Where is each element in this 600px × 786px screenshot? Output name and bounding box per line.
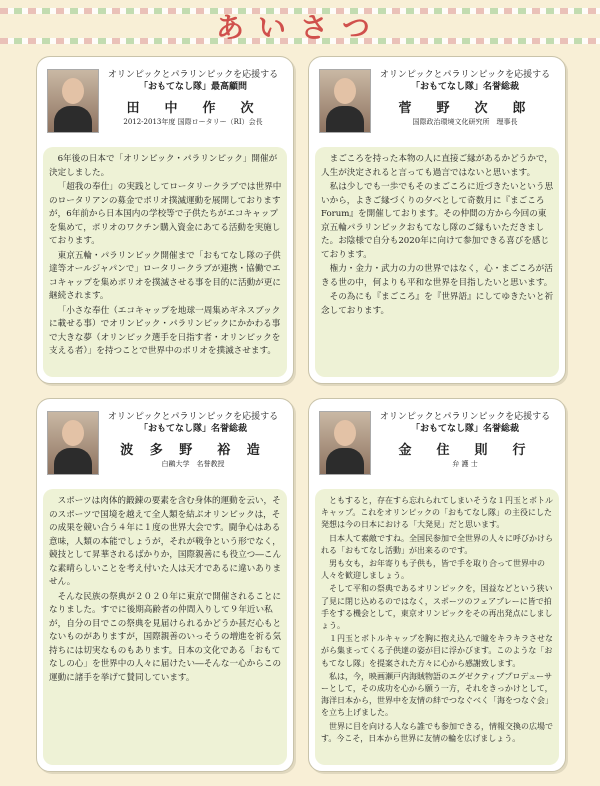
card-header xyxy=(47,407,283,485)
paragraph: 私は少しでも一歩でもそのまごころに近づきたいという思いから，よきご縁づくりの夕べとして奇数月に『まごころForum』を開催しております。その仲間の方から今回の東京五輪パラリンピックおもてなし隊のご縁もいただきました。お陰様で自分も2020年に向けて参加できる喜びを感じております。 xyxy=(321,182,554,260)
org-label: オリンピックとパラリンピックを応援する xyxy=(107,70,279,80)
paragraph: 世界に目を向ける人なら誰でも参加できる，情報交換の広場です。今こそ，日本から世界に友情の輪を広げましょう。 xyxy=(321,721,553,743)
person-title: 国際政治環境文化研究所 理事長 xyxy=(412,118,518,126)
org-label: オリンピックとパラリンピックを応援する xyxy=(379,70,551,80)
team-title: 「おもてなし隊」名誉総裁 xyxy=(410,424,519,434)
portrait-photo xyxy=(47,69,99,133)
person-title: 弁 護 士 xyxy=(452,460,478,468)
card-header xyxy=(47,65,283,143)
paragraph: そして平和の祭典であるオリンピックを，国益などという狭い了見に閉じ込めるのではなく，スポーツのフェアプレーに皆で拍手をする機会として，東京オリンピックをその再出発点にしましょう。 xyxy=(321,584,553,631)
person-name: 菅 野 次 郎 xyxy=(398,101,532,116)
portrait-photo xyxy=(47,411,99,475)
paragraph: 日本人て素敵ですね。全国民参加で全世界の人々に呼びかけられる「おもてなし活動」が出来るのです。 xyxy=(321,533,553,555)
paragraph: 「超我の奉仕」の実践としてロータリークラブでは世界中のロータリアンの募金でポリオ撲滅運動を展開しておりますが，6年前から日本国内の学校等で子供たちがエコキャップを集めて，ポリオのワクチン購入資金にあてる活動を実施しております。 xyxy=(49,182,282,246)
paragraph: 6年後の日本で「オリンピック・パラリンピック」開催が決定しました。 xyxy=(49,154,278,178)
greeting-text xyxy=(321,495,555,746)
person-name: 波 多 野 裕 造 xyxy=(120,443,266,458)
org-label: オリンピックとパラリンピックを応援する xyxy=(379,412,551,422)
paragraph: 男も女も，お年寄りも子供も，皆で手を取り合って世界中の人々を歓迎しましょう。 xyxy=(321,559,545,581)
team-title: 「おもてなし隊」最高顧問 xyxy=(138,82,247,92)
paragraph: ともすると，存在すら忘れられてしまいそうな１円玉とボトルキャップ。これをオリンピックの「おもてなし隊」の主役にした発想は今の日本における「大発見」だと思います。 xyxy=(321,496,553,530)
person-title: 白鷗大学 名誉教授 xyxy=(161,460,225,468)
page-title: あいさつ xyxy=(215,11,384,44)
paragraph: 権力・金力・武力の力の世界ではなく，心・まごころが活きる世の中，何よりも平和な世界を目指したいと思います。 xyxy=(321,264,553,288)
person-name: 金 住 則 行 xyxy=(398,443,532,458)
paragraph: 東京五輪・パラリンピック開催まで「おもてなし隊の子供達等オールジャパンで」ロータリークラブが連携・協働でエコキャップを集めポリオを撲滅させる事を目的に活動が更に継続されます。 xyxy=(49,250,281,301)
portrait-photo xyxy=(319,411,371,475)
paragraph: その為にも『まごころ』を『世界語』にしてゆきたいと祈念しております。 xyxy=(321,292,554,316)
paragraph: 「小さな奉仕（エコキャップを地球一周集めギネスブックに載せる事）でオリンピック・パラリンピックにかかわる事で大きな夢（オリンピック選手を日指す者・オリンピックを支える者）」を持つことで世界中のポリオを撲滅させます。 xyxy=(49,305,281,356)
greeting-text xyxy=(321,153,555,319)
portrait-photo xyxy=(319,69,371,133)
card-header xyxy=(319,407,555,485)
greeting-card-kanazumi xyxy=(308,398,566,772)
paragraph: １円玉とボトルキャップを胸に抱え込んで瞳をキラキラさせながら集まってくる子供達の姿が目に浮かびます。このような「おもてなし隊」を提案された方々に心から感謝致します。 xyxy=(321,634,553,668)
paragraph: 私は，今，映画瀬戸内海賊物語のエグゼクティブプロデューサーとして，その成功を心から願う一方，それをきっかけとして，海洋日本から，世界中を友情の絆でつなぐべく「海をつなぐ会」を立ち上げました。 xyxy=(321,671,553,718)
paragraph: そんな民族の祭典が２０２０年に東京で開催されることになりました。すでに後期高齢者の仲間入りして９年近い私が，自分の目でこの祭典を見届けられるかどうか甚だ心もとないものがありますが，国際親善のいっそうの増進を祈る気持ちには切実なものもあります。日本の文化である「おもてなしの心」を世界中の人々に届けたい―そんな一心からこの運動に諸手を挙げて賛同しています。 xyxy=(49,591,282,683)
greeting-card-tanaka xyxy=(36,56,294,384)
team-title: 「おもてなし隊」名誉総裁 xyxy=(138,424,247,434)
person-name: 田 中 作 次 xyxy=(126,101,260,116)
greeting-text xyxy=(49,153,283,360)
greeting-card-sugano xyxy=(308,56,566,384)
card-header xyxy=(319,65,555,143)
org-label: オリンピックとパラリンピックを応援する xyxy=(107,412,279,422)
paragraph: スポーツは肉体的鍛錬の要素を含む身体的運動を云い，そのスポーツで国境を越えて全人類を結ぶオリンピックは，その成果を競い合う４年に１度の世界大会です。闘争心はある意味，人類の本能でしょうが，それが戦争という形でなく，競技として昇華されるばかりか，国際親善にも役立つ―こんな素晴らしいことを考え付いた人は天才であるに違いありません。 xyxy=(49,496,282,587)
paragraph: まごころを持った本物の人に直接ご縁があるかどうかで，人生が決定されると言っても過言ではないと思います。 xyxy=(321,154,553,178)
team-title: 「おもてなし隊」名誉総裁 xyxy=(410,82,519,92)
greeting-card-hatano xyxy=(36,398,294,772)
person-title: 2012-2013年度 国際ロータリー（RI）会長 xyxy=(123,118,263,126)
greeting-text xyxy=(49,495,283,686)
